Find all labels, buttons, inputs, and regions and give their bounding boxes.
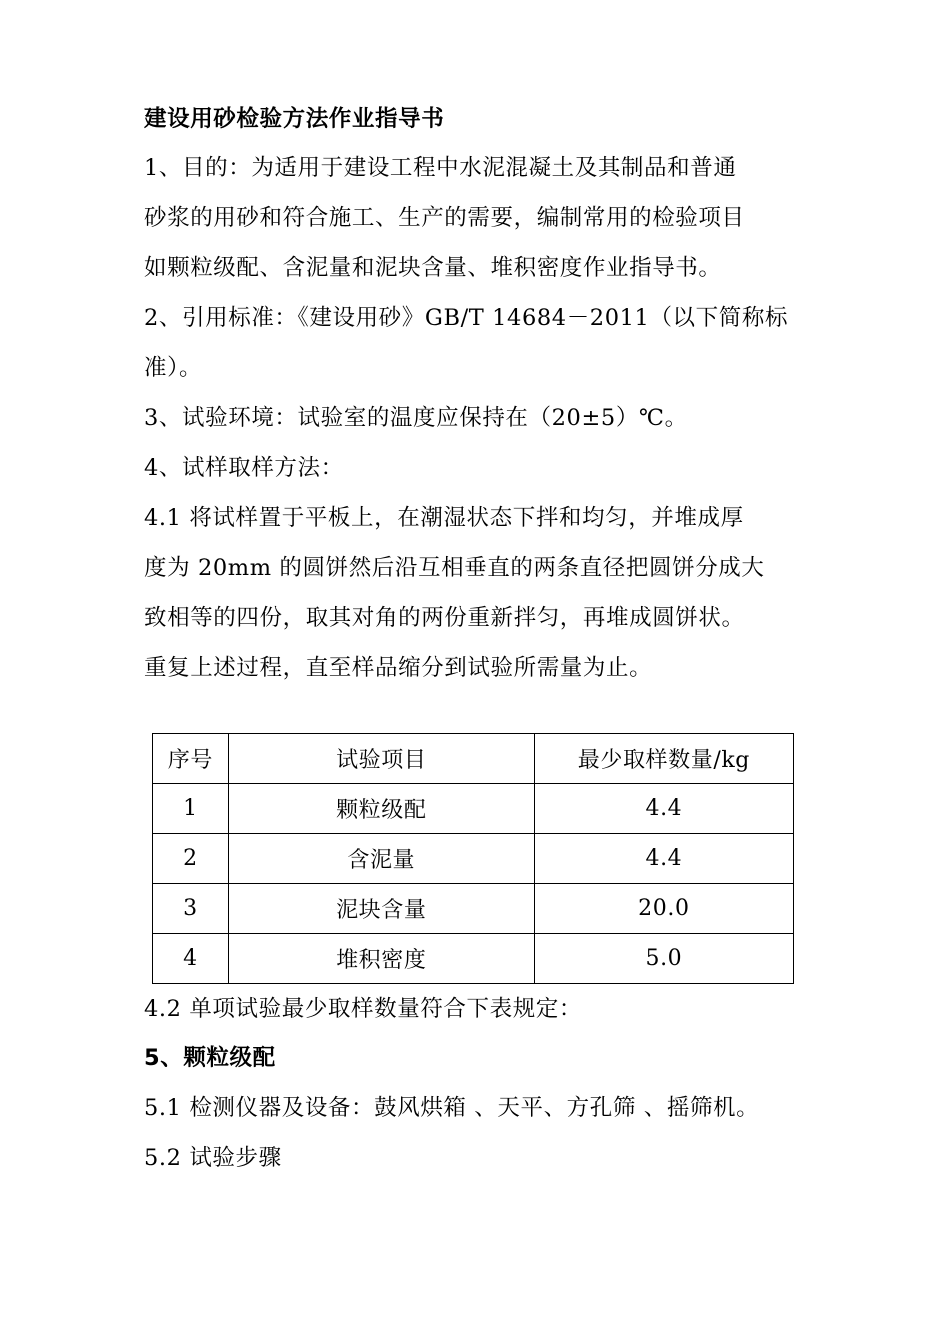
table-header-cell: 试验项目 — [228, 734, 534, 784]
table-cell: 4.4 — [534, 834, 793, 884]
paragraph-line: 5.1 检测仪器及设备：鼓风烘箱 、天平、方孔筛 、摇筛机。 — [144, 1095, 760, 1121]
table-header-cell: 最少取样数量/kg — [534, 734, 793, 784]
paragraph-line: 5.2 试验步骤 — [144, 1145, 282, 1171]
table-cell: 泥块含量 — [228, 884, 534, 934]
paragraph-line: 4、试样取样方法： — [144, 455, 344, 481]
table-cell: 2 — [153, 834, 229, 884]
paragraph-line: 3、试验环境：试验室的温度应保持在（20±5）℃。 — [144, 405, 688, 431]
table-cell: 4.4 — [534, 784, 793, 834]
table-row — [153, 834, 794, 884]
table-header-cell: 序号 — [153, 734, 229, 784]
paragraph-line: 4.2 单项试验最少取样数量符合下表规定： — [144, 996, 583, 1022]
table-cell: 20.0 — [534, 884, 793, 934]
paragraph-line: 如颗粒级配、含泥量和泥块含量、堆积密度作业指导书。 — [144, 255, 722, 281]
paragraph-line: 重复上述过程，直至样品缩分到试验所需量为止。 — [144, 655, 653, 681]
table-cell: 颗粒级配 — [228, 784, 534, 834]
table-header-row — [153, 734, 794, 784]
section-heading: 5、颗粒级配 — [144, 1045, 276, 1071]
paragraph-line: 砂浆的用砂和符合施工、生产的需要，编制常用的检验项目 — [144, 205, 745, 231]
table-cell: 4 — [153, 934, 229, 984]
sample-quantity-table — [152, 733, 794, 984]
table-cell: 3 — [153, 884, 229, 934]
paragraph-line: 度为 20mm 的圆饼然后沿互相垂直的两条直径把圆饼分成大 — [144, 555, 765, 581]
document-title: 建设用砂检验方法作业指导书 — [144, 106, 445, 132]
paragraph-line: 准）。 — [144, 355, 203, 381]
paragraph-line: 2、引用标准：《建设用砂》GB/T 14684－2011（以下简称标 — [144, 305, 789, 331]
table-cell: 5.0 — [534, 934, 793, 984]
table-row — [153, 884, 794, 934]
table-cell: 1 — [153, 784, 229, 834]
table-cell: 堆积密度 — [228, 934, 534, 984]
paragraph-line: 1、目的：为适用于建设工程中水泥混凝土及其制品和普通 — [144, 155, 737, 181]
paragraph-line: 4.1 将试样置于平板上，在潮湿状态下拌和均匀，并堆成厚 — [144, 505, 744, 531]
table-cell: 含泥量 — [228, 834, 534, 884]
table-row — [153, 934, 794, 984]
table-row — [153, 784, 794, 834]
paragraph-line: 致相等的四份，取其对角的两份重新拌匀，再堆成圆饼状。 — [144, 605, 745, 631]
